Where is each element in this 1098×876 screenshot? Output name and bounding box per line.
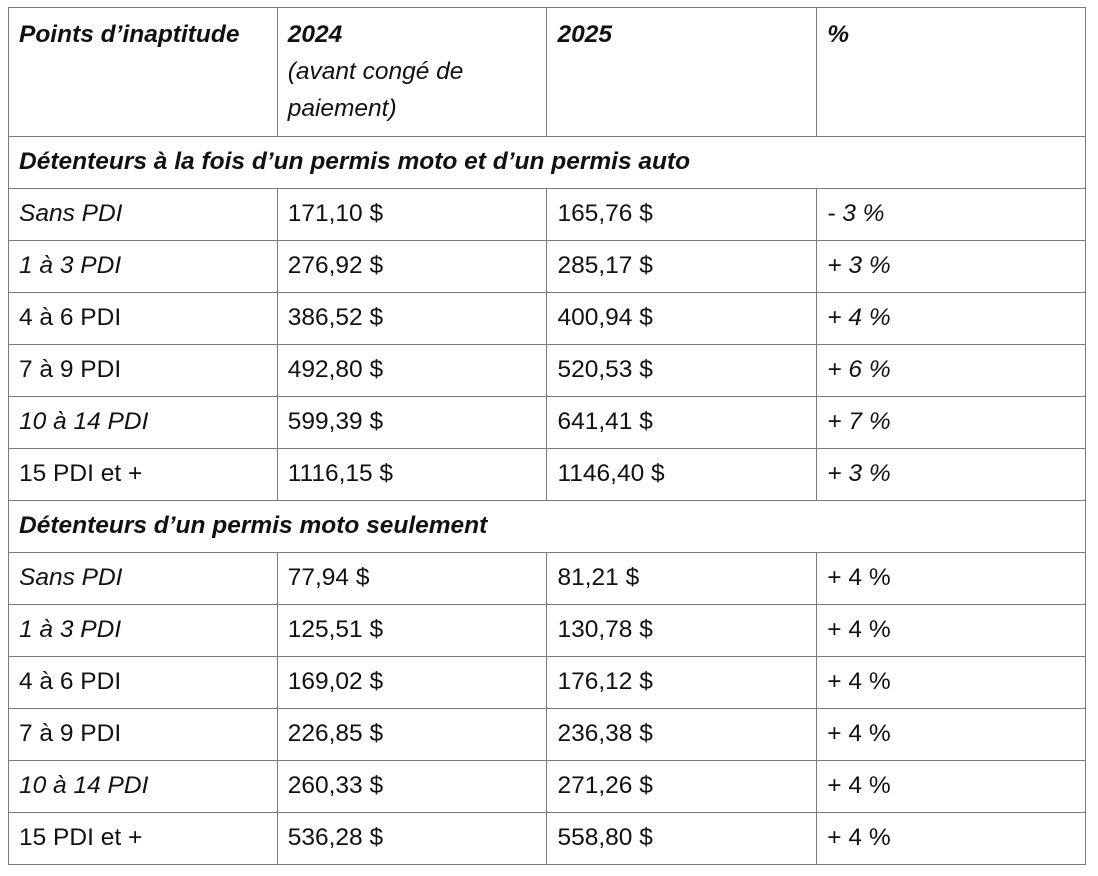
header-points: Points d’inaptitude bbox=[9, 8, 278, 137]
table-row bbox=[9, 189, 1086, 241]
row-label: 7 à 9 PDI bbox=[9, 345, 278, 397]
value-2025: 236,38 $ bbox=[547, 709, 817, 761]
value-2025: 520,53 $ bbox=[547, 345, 817, 397]
value-2024: 125,51 $ bbox=[277, 605, 547, 657]
value-2024: 77,94 $ bbox=[277, 553, 547, 605]
table-row bbox=[9, 657, 1086, 709]
header-2025: 2025 bbox=[547, 8, 817, 137]
row-label: 1 à 3 PDI bbox=[9, 605, 278, 657]
value-percent: + 7 % bbox=[817, 397, 1086, 449]
value-percent: + 4 % bbox=[817, 293, 1086, 345]
row-label: 1 à 3 PDI bbox=[9, 241, 278, 293]
value-2025: 81,21 $ bbox=[547, 553, 817, 605]
value-2024: 492,80 $ bbox=[277, 345, 547, 397]
section-row bbox=[9, 137, 1086, 189]
header-2024-year: 2024 bbox=[287, 21, 343, 48]
header-2024-note: (avant congé de paiement) bbox=[287, 58, 464, 122]
section-row bbox=[9, 501, 1086, 553]
value-2025: 400,94 $ bbox=[547, 293, 817, 345]
value-2024: 171,10 $ bbox=[277, 189, 547, 241]
value-percent: + 6 % bbox=[817, 345, 1086, 397]
table-row bbox=[9, 345, 1086, 397]
value-2025: 176,12 $ bbox=[547, 657, 817, 709]
value-percent: + 4 % bbox=[817, 553, 1086, 605]
value-2025: 285,17 $ bbox=[547, 241, 817, 293]
value-2025: 130,78 $ bbox=[547, 605, 817, 657]
value-2024: 536,28 $ bbox=[277, 813, 547, 865]
row-label: Sans PDI bbox=[9, 189, 278, 241]
row-label: 10 à 14 PDI bbox=[9, 397, 278, 449]
value-percent: + 4 % bbox=[817, 605, 1086, 657]
table-row bbox=[9, 449, 1086, 501]
table-row bbox=[9, 813, 1086, 865]
table-row bbox=[9, 397, 1086, 449]
value-2024: 169,02 $ bbox=[277, 657, 547, 709]
table-row bbox=[9, 553, 1086, 605]
value-2025: 558,80 $ bbox=[547, 813, 817, 865]
table-row bbox=[9, 293, 1086, 345]
value-percent: + 4 % bbox=[817, 761, 1086, 813]
table-row bbox=[9, 241, 1086, 293]
row-label: 10 à 14 PDI bbox=[9, 761, 278, 813]
header-2024 bbox=[277, 8, 547, 137]
value-2024: 1116,15 $ bbox=[277, 449, 547, 501]
value-percent: + 3 % bbox=[817, 449, 1086, 501]
value-2024: 599,39 $ bbox=[277, 397, 547, 449]
row-label: 15 PDI et + bbox=[9, 449, 278, 501]
table-row bbox=[9, 605, 1086, 657]
value-2025: 271,26 $ bbox=[547, 761, 817, 813]
row-label: 15 PDI et + bbox=[9, 813, 278, 865]
value-2025: 1146,40 $ bbox=[547, 449, 817, 501]
value-percent: + 4 % bbox=[817, 709, 1086, 761]
table-row bbox=[9, 709, 1086, 761]
rates-table bbox=[8, 7, 1086, 865]
table-row bbox=[9, 761, 1086, 813]
value-percent: - 3 % bbox=[817, 189, 1086, 241]
header-row bbox=[9, 8, 1086, 137]
value-2024: 276,92 $ bbox=[277, 241, 547, 293]
section-title: Détenteurs d’un permis moto seulement bbox=[9, 501, 1086, 553]
section-title: Détenteurs à la fois d’un permis moto et d’un permis auto bbox=[9, 137, 1086, 189]
value-percent: + 4 % bbox=[817, 813, 1086, 865]
value-2024: 386,52 $ bbox=[277, 293, 547, 345]
value-2024: 260,33 $ bbox=[277, 761, 547, 813]
header-percent: % bbox=[817, 8, 1086, 137]
value-2025: 165,76 $ bbox=[547, 189, 817, 241]
value-percent: + 4 % bbox=[817, 657, 1086, 709]
row-label: Sans PDI bbox=[9, 553, 278, 605]
value-2025: 641,41 $ bbox=[547, 397, 817, 449]
row-label: 7 à 9 PDI bbox=[9, 709, 278, 761]
row-label: 4 à 6 PDI bbox=[9, 657, 278, 709]
value-2024: 226,85 $ bbox=[277, 709, 547, 761]
value-percent: + 3 % bbox=[817, 241, 1086, 293]
row-label: 4 à 6 PDI bbox=[9, 293, 278, 345]
